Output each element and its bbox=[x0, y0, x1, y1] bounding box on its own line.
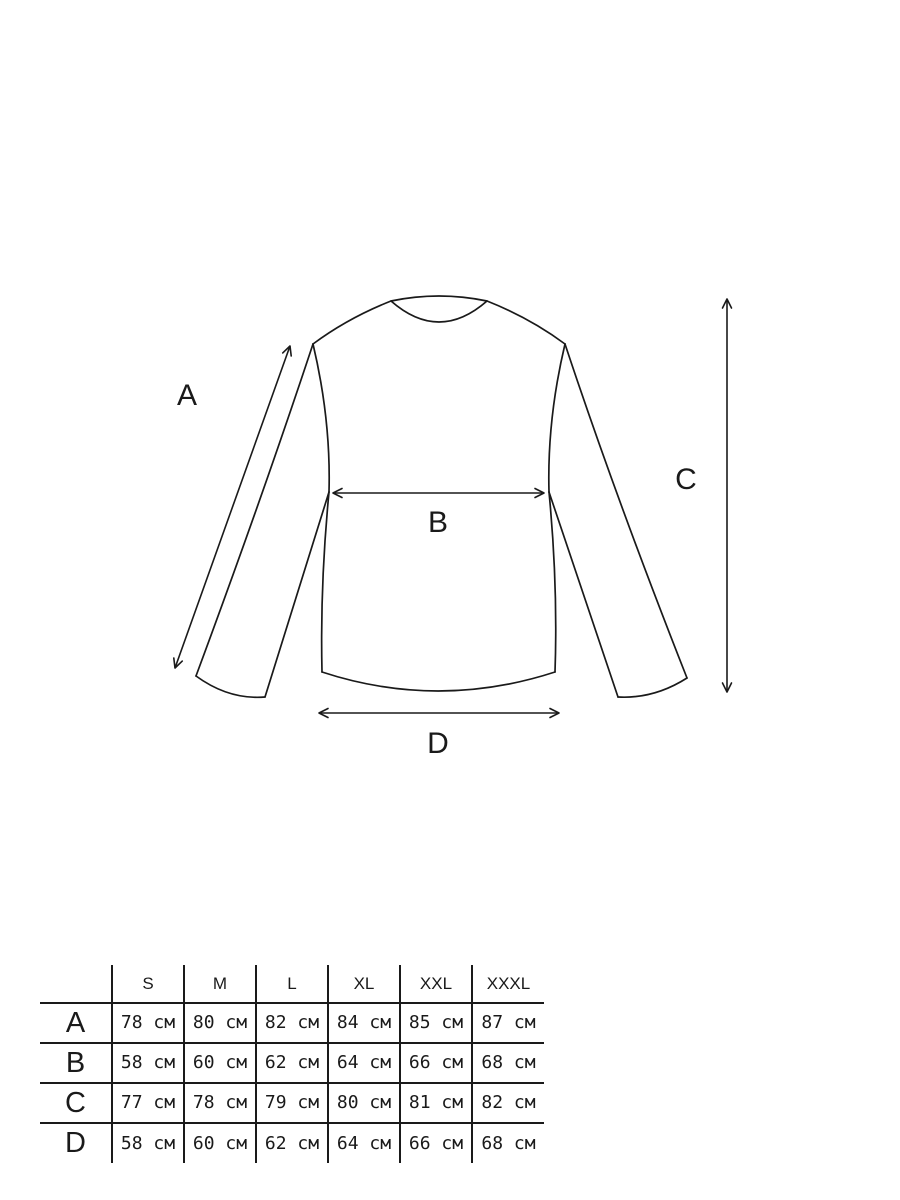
cell-c-m: 78 см bbox=[184, 1083, 256, 1123]
row-label-b: B bbox=[40, 1043, 112, 1083]
right-sleeve-inner-seam bbox=[549, 492, 618, 697]
size-header-l: L bbox=[256, 965, 328, 1003]
cell-d-l: 62 см bbox=[256, 1123, 328, 1163]
right-sleeve-outer-edge bbox=[565, 344, 687, 678]
table-row-a bbox=[40, 1003, 544, 1043]
table-row-b bbox=[40, 1043, 544, 1083]
cell-b-xl: 64 см bbox=[328, 1043, 400, 1083]
size-header-xxl: XXL bbox=[400, 965, 472, 1003]
measure-label-d: D bbox=[427, 727, 449, 760]
cell-b-xxxl: 68 см bbox=[472, 1043, 544, 1083]
table-row-c bbox=[40, 1083, 544, 1123]
size-header-xxxl: XXXL bbox=[472, 965, 544, 1003]
cell-a-m: 80 см bbox=[184, 1003, 256, 1043]
table-row-d bbox=[40, 1123, 544, 1163]
bottom-hem bbox=[322, 672, 555, 691]
cell-d-s: 58 см bbox=[112, 1123, 184, 1163]
measure-label-b: B bbox=[427, 506, 449, 539]
cell-c-xxl: 81 см bbox=[400, 1083, 472, 1123]
size-table bbox=[40, 965, 544, 1163]
cell-a-xxl: 85 см bbox=[400, 1003, 472, 1043]
left-cuff bbox=[196, 676, 265, 697]
left-body-side bbox=[322, 492, 329, 672]
cell-a-s: 78 см bbox=[112, 1003, 184, 1043]
left-sleeve-inner-seam bbox=[265, 492, 329, 697]
cell-d-xxxl: 68 см bbox=[481, 1132, 536, 1154]
cell-b-l: 62 см bbox=[256, 1043, 328, 1083]
cell-c-s: 77 см bbox=[112, 1083, 184, 1123]
row-label-d: D bbox=[40, 1123, 112, 1163]
cell-c-xxxl: 82 см bbox=[472, 1083, 544, 1123]
size-header-m: M bbox=[184, 965, 256, 1003]
cell-b-xxl: 66 см bbox=[400, 1043, 472, 1083]
left-sleeve-outer-edge bbox=[196, 344, 313, 676]
left-armhole bbox=[313, 344, 329, 492]
cell-a-xxxl: 87 см bbox=[472, 1003, 544, 1043]
right-cuff bbox=[618, 678, 687, 697]
measure-label-a: A bbox=[176, 379, 198, 412]
row-label-c: C bbox=[40, 1083, 112, 1123]
cell-c-xl: 80 см bbox=[328, 1083, 400, 1123]
right-shoulder-seam bbox=[487, 301, 565, 344]
size-table-header-row bbox=[40, 965, 544, 1003]
size-header-xl: XL bbox=[328, 965, 400, 1003]
corner-cell bbox=[40, 965, 112, 1003]
cell-b-s: 58 см bbox=[112, 1043, 184, 1083]
right-body-side bbox=[549, 492, 556, 672]
neckline-lower bbox=[391, 301, 487, 322]
left-shoulder-seam bbox=[313, 301, 391, 344]
cell-d-xl: 64 см bbox=[328, 1123, 400, 1163]
row-label-a: A bbox=[40, 1003, 112, 1043]
cell-c-l: 79 см bbox=[256, 1083, 328, 1123]
size-header-s: S bbox=[112, 965, 184, 1003]
cell-a-l: 82 см bbox=[256, 1003, 328, 1043]
right-armhole bbox=[549, 344, 565, 492]
shirt-outline-drawing bbox=[196, 296, 687, 697]
neckline-upper bbox=[391, 296, 487, 301]
cell-a-xl: 84 см bbox=[328, 1003, 400, 1043]
measure-label-c: C bbox=[675, 463, 697, 496]
cell-b-m: 60 см bbox=[184, 1043, 256, 1083]
cell-d-xxl: 66 см bbox=[400, 1123, 472, 1163]
cell-d-m: 60 см bbox=[184, 1123, 256, 1163]
